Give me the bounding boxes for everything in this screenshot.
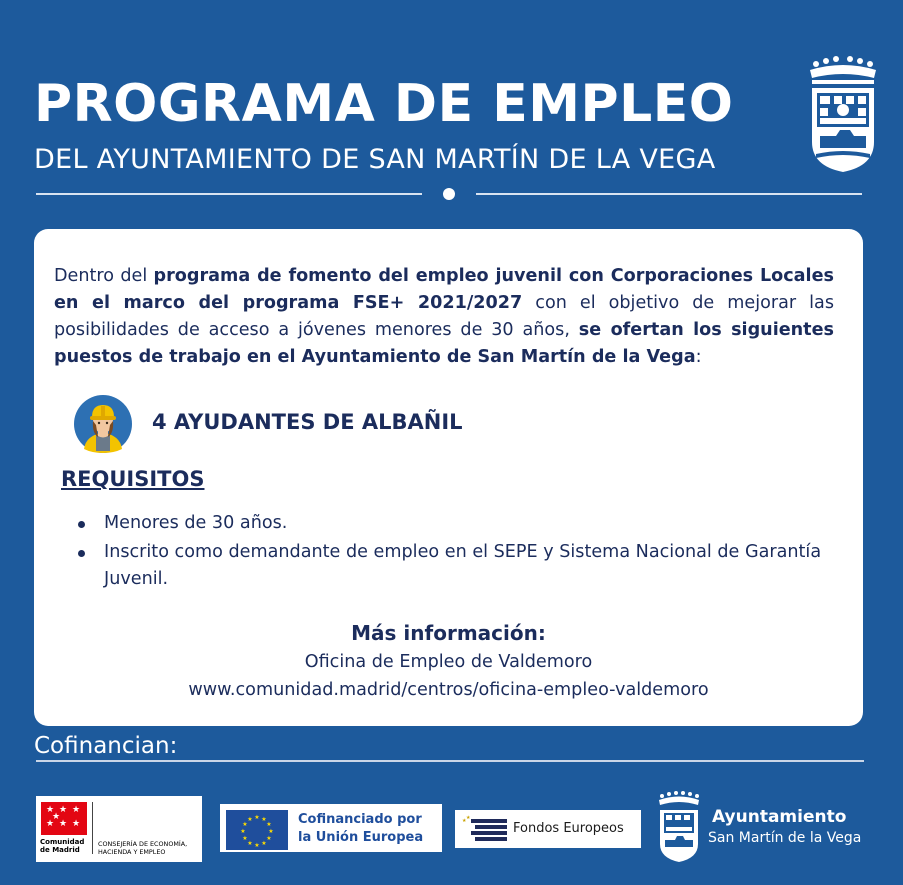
eu-flag-icon <box>226 810 288 850</box>
bullet-icon <box>78 521 85 528</box>
svg-text:★: ★ <box>266 821 272 828</box>
fondos-europeos-logo <box>455 810 641 848</box>
header-divider-left <box>36 193 422 195</box>
bullet-icon <box>78 550 85 557</box>
svg-text:★: ★ <box>462 818 467 824</box>
svg-text:★: ★ <box>268 828 274 835</box>
eu-text <box>298 811 444 847</box>
list-item <box>74 510 834 537</box>
fondos-text: Fondos Europeos <box>513 821 624 836</box>
requirement-text: Inscrito como demandante de empleo en el SEPE y Sistema Nacional de Garantía Juvenil. <box>104 542 822 589</box>
intro-text-1: Dentro del <box>54 266 154 286</box>
cofinancian-divider <box>36 760 864 762</box>
svg-text:★: ★ <box>466 815 471 821</box>
madrid-dept-line: HACIENDA Y EMPLEO <box>98 848 166 856</box>
intro-text-2: con el objetivo de mejorar las posibilidades de acceso a jóvenes menores de 30 años, <box>54 293 834 340</box>
eu-text-line: Cofinanciado por <box>298 812 422 827</box>
svg-text:★: ★ <box>240 828 246 835</box>
intro-paragraph <box>54 263 834 371</box>
svg-text:★: ★ <box>247 816 253 823</box>
madrid-department <box>98 840 202 856</box>
ayuntamiento-name: Ayuntamiento <box>712 807 847 827</box>
cofinancian-label: Cofinancian: <box>34 733 178 759</box>
more-info-title: Más información: <box>351 621 546 645</box>
fondos-europeos-icon <box>461 815 507 843</box>
more-info-office: Oficina de Empleo de Valdemoro <box>304 652 593 672</box>
svg-text:★: ★ <box>266 835 272 842</box>
svg-text:★: ★ <box>261 840 267 847</box>
svg-text:★: ★ <box>247 840 253 847</box>
header-divider-right <box>476 193 862 195</box>
eu-text-line: la Unión Europea <box>298 830 424 845</box>
intro-bold-1: programa de fomento del empleo juvenil con Corporaciones Locales en el marco del programa FSE+ 2021/2027 <box>54 266 834 313</box>
svg-text:★: ★ <box>261 816 267 823</box>
svg-text:★: ★ <box>254 842 260 849</box>
header-divider-dot <box>443 188 455 200</box>
svg-text:★: ★ <box>254 814 260 821</box>
list-item <box>74 539 834 593</box>
madrid-name-line: Comunidad <box>40 838 85 846</box>
eu-cofinanced-logo <box>218 802 444 854</box>
ayuntamiento-city: San Martín de la Vega <box>708 830 862 846</box>
madrid-name <box>40 838 92 854</box>
comunidad-madrid-logo <box>36 796 202 862</box>
madrid-dept-line: CONSEJERÍA DE ECONOMÍA, <box>98 840 188 848</box>
intro-text-3: : <box>695 347 702 367</box>
madrid-flag-icon: ★ ★ ★ ★ ★ ★ ★ <box>41 802 87 835</box>
page-title: PROGRAMA DE EMPLEO <box>34 74 734 134</box>
offer-card <box>34 229 863 726</box>
svg-text:★: ★ <box>242 835 248 842</box>
job-title: 4 AYUDANTES DE ALBAÑIL <box>152 410 463 434</box>
svg-text:★: ★ <box>242 821 248 828</box>
requirement-text: Menores de 30 años. <box>104 513 288 533</box>
madrid-name-line: de Madrid <box>40 846 80 854</box>
page-subtitle: DEL AYUNTAMIENTO DE SAN MARTÍN DE LA VEGA <box>34 144 716 175</box>
intro-bold-2: se ofertan los siguientes puestos de trabajo en el Ayuntamiento de San Martín de la Vega <box>54 320 834 367</box>
madrid-logo-divider <box>92 802 93 854</box>
requirements-title: REQUISITOS <box>61 467 205 491</box>
ayuntamiento-crest-icon <box>656 790 702 864</box>
city-crest-icon <box>806 56 880 176</box>
requirements-list <box>74 510 834 595</box>
construction-worker-icon <box>74 395 132 453</box>
more-info-url[interactable]: www.comunidad.madrid/centros/oficina-empleo-valdemoro <box>188 680 709 700</box>
